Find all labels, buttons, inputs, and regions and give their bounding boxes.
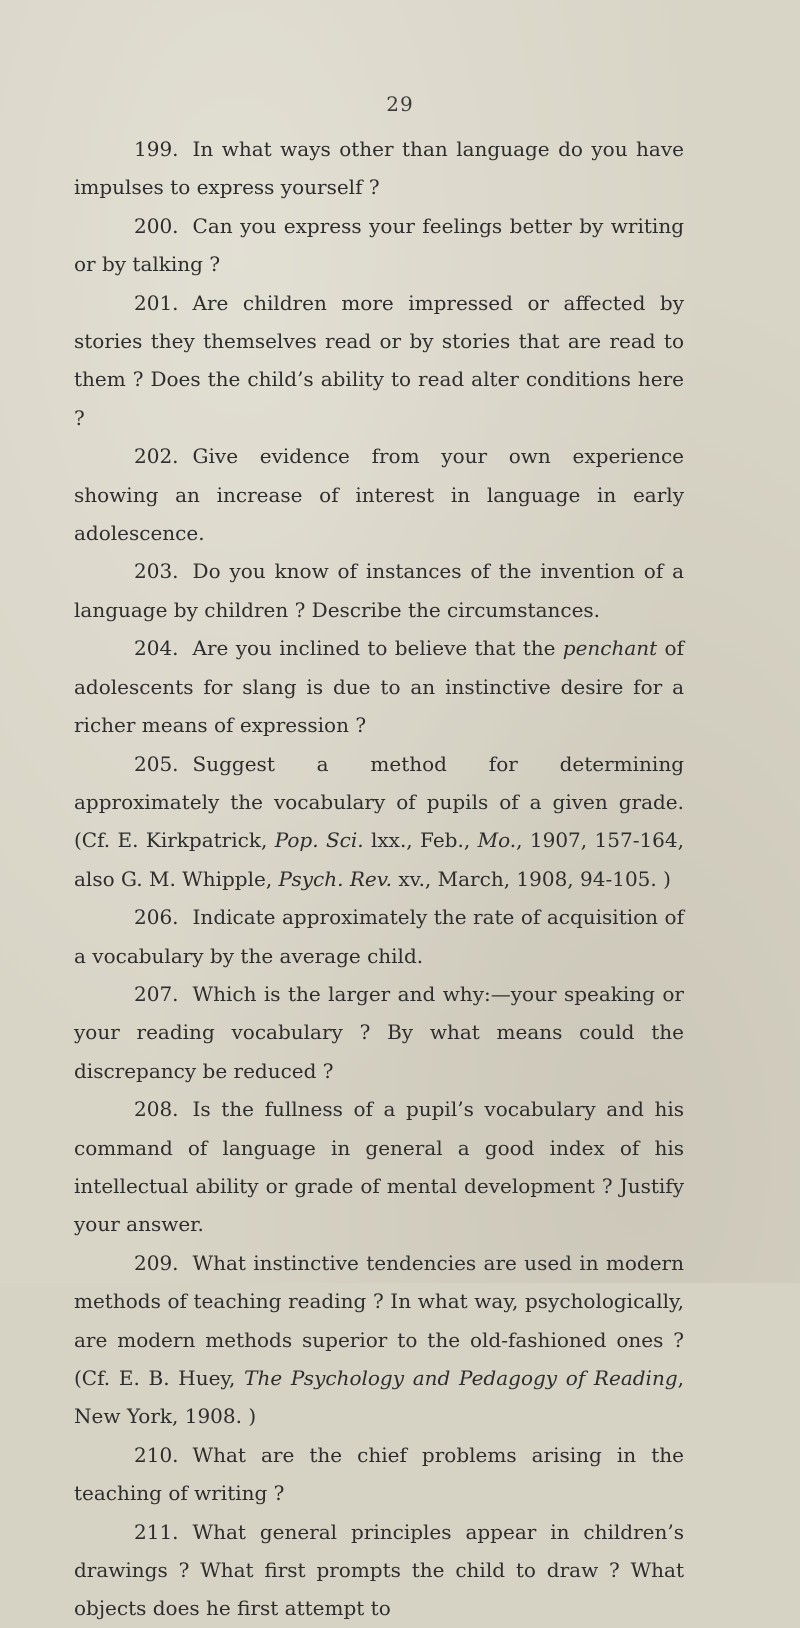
question-202 <box>74 437 684 552</box>
page-number: 29 <box>386 92 414 116</box>
question-number: 206. <box>134 905 179 930</box>
question-number: 205. <box>134 751 179 776</box>
question-text: Are children more impressed or affected by stories they themselves read or by stories that are read to them ? Does the child’s ability to read alter conditions here ? <box>74 290 684 430</box>
question-number: 200. <box>134 213 179 238</box>
question-210 <box>74 1436 684 1513</box>
question-text: xv., March, 1908, 94-105. ) <box>392 866 671 891</box>
citation-journal: Psych. Rev. <box>278 866 393 891</box>
question-205 <box>74 745 684 899</box>
question-text-italic: penchant <box>562 636 658 661</box>
question-text: Indicate approximately the rate of acquisition of a vocabulary by the average child. <box>74 905 684 968</box>
citation-journal: Mo. <box>477 828 517 853</box>
question-text: In what ways other than language do you have impulses to express yourself ? <box>74 137 684 200</box>
question-text: Are you inclined to believe that the <box>192 636 563 661</box>
question-text: lxx., Feb., <box>363 828 478 853</box>
question-text: What are the chief problems arising in the teaching of writing ? <box>74 1442 684 1506</box>
citation-journal: Pop. Sci. <box>274 828 364 853</box>
question-200 <box>74 207 684 284</box>
question-number: 207. <box>134 981 179 1006</box>
question-number: 203. <box>134 559 179 584</box>
question-text: Give evidence from your own experience showing an increase of interest in language in early adolescence. <box>74 444 684 546</box>
question-208 <box>74 1090 684 1244</box>
question-text: What instinctive tendencies are used in modern methods of teaching reading ? In what way, psychologically, are modern methods superior to the old-fashioned ones ? (Cf. E. B. Huey, <box>74 1250 684 1390</box>
question-207 <box>74 975 684 1090</box>
question-number: 211. <box>134 1519 179 1544</box>
question-text: Suggest a method for determining approximately the vocabulary of pupils of a given grade. (Cf. E. Kirkpatrick, <box>74 751 684 853</box>
citation-book-title: The Psychology and Pedagogy of Reading <box>244 1366 678 1390</box>
question-204 <box>74 629 684 744</box>
question-text: What general principles appear in children’s drawings ? What first prompts the child to draw ? What objects does he first attempt to <box>74 1519 684 1621</box>
question-number: 202. <box>134 444 179 469</box>
question-text: Can you express your feelings better by writing or by talking ? <box>74 213 684 277</box>
question-number: 210. <box>134 1442 179 1467</box>
question-text: Is the fullness of a pupil’s vocabulary and his command of language in general a good index of his intellectual ability or grade of mental development ? Justify your answer. <box>74 1097 684 1237</box>
question-text: , New York, 1908. ) <box>74 1366 684 1429</box>
question-201 <box>74 284 684 438</box>
question-number: 201. <box>134 290 179 315</box>
question-number: 204. <box>134 636 179 661</box>
question-206 <box>74 898 684 975</box>
question-203 <box>74 552 684 629</box>
question-text: Do you know of instances of the invention of a language by children ? Describe the circumstances. <box>74 559 684 622</box>
question-text: of adolescents for slang is due to an instinctive desire for a richer means of expression ? <box>74 636 684 738</box>
question-209 <box>74 1244 684 1436</box>
question-199 <box>74 130 684 207</box>
question-number: 208. <box>134 1097 179 1122</box>
question-text: , 1907, 157-164, also G. M. Whipple, <box>74 828 684 891</box>
question-211 <box>74 1513 684 1628</box>
question-list <box>74 130 684 1628</box>
question-number: 199. <box>134 137 179 161</box>
question-number: 209. <box>134 1250 179 1275</box>
question-text: Which is the larger and why:—your speaking or your reading vocabulary ? By what means could the discrepancy be reduced ? <box>74 981 684 1083</box>
